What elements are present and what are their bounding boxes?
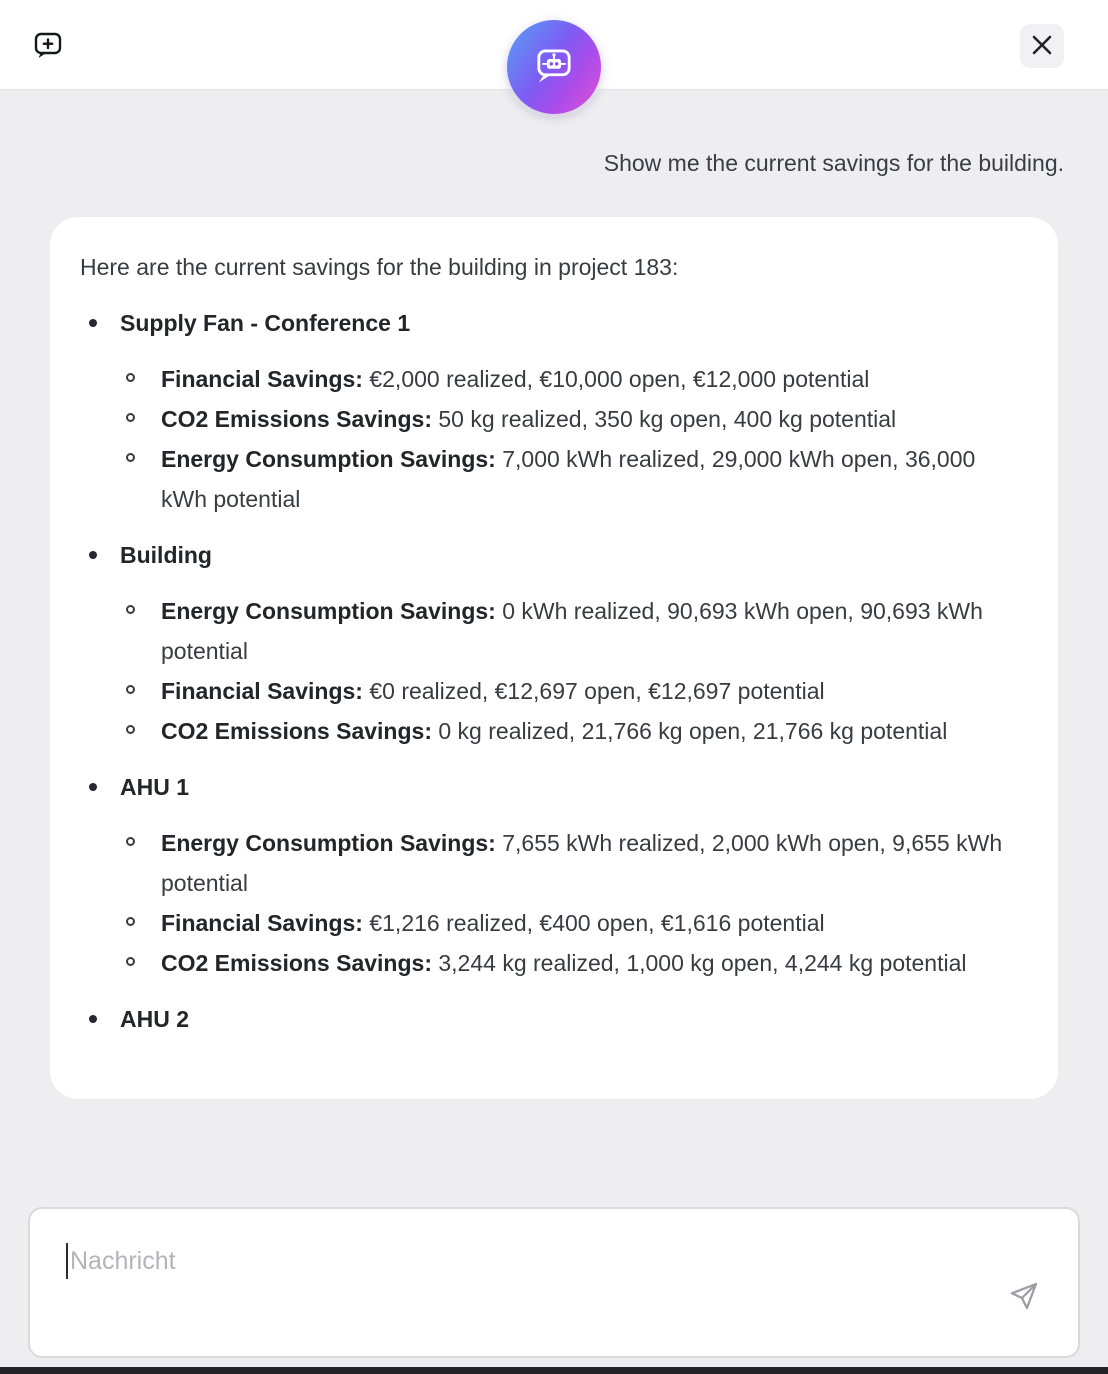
detail-item bbox=[120, 943, 1024, 983]
detail-text: 50 kg realized, 350 kg open, 400 kg potential bbox=[431, 406, 897, 432]
detail-label: Financial Savings: bbox=[161, 366, 363, 392]
message-input[interactable] bbox=[30, 1209, 1078, 1279]
bullet-icon bbox=[89, 783, 97, 791]
assistant-intro: Here are the current savings for the building in project 183: bbox=[80, 254, 679, 280]
circle-bullet-icon bbox=[126, 685, 135, 694]
bullet-icon bbox=[89, 319, 97, 327]
detail-text: 7,655 kWh realized, 2,000 kWh open, 9,655 kWh potential bbox=[161, 830, 1003, 896]
detail-label: CO2 Emissions Savings: bbox=[161, 950, 432, 976]
close-icon bbox=[1029, 32, 1055, 61]
detail-item bbox=[120, 399, 1024, 439]
paper-plane-icon bbox=[1008, 1280, 1040, 1315]
circle-bullet-icon bbox=[126, 957, 135, 966]
detail-text: €0 realized, €12,697 open, €12,697 potential bbox=[362, 678, 825, 704]
circle-bullet-icon bbox=[126, 837, 135, 846]
chat-scroll-area[interactable] bbox=[0, 91, 1108, 1374]
detail-item bbox=[120, 671, 1024, 711]
list-item bbox=[80, 767, 1024, 983]
window-bottom-edge bbox=[0, 1367, 1108, 1374]
circle-bullet-icon bbox=[126, 605, 135, 614]
detail-item bbox=[120, 591, 1024, 671]
chat-bot-icon bbox=[528, 39, 580, 96]
detail-item bbox=[120, 903, 1024, 943]
user-message: Show me the current savings for the building. bbox=[603, 150, 1064, 176]
circle-bullet-icon bbox=[126, 917, 135, 926]
detail-text: 3,244 kg realized, 1,000 kg open, 4,244 kg potential bbox=[431, 950, 967, 976]
savings-list bbox=[80, 303, 1024, 1039]
item-title: AHU 2 bbox=[120, 1006, 190, 1032]
item-title: Supply Fan - Conference 1 bbox=[120, 310, 411, 336]
input-placeholder: Nachricht bbox=[70, 1247, 176, 1275]
detail-text: 0 kWh realized, 90,693 kWh open, 90,693 kWh potential bbox=[161, 598, 983, 664]
detail-list bbox=[120, 359, 1024, 519]
chat-plus-icon bbox=[32, 29, 64, 64]
detail-text: €1,216 realized, €400 open, €1,616 potential bbox=[362, 910, 825, 936]
detail-label: Energy Consumption Savings: bbox=[161, 830, 496, 856]
list-item bbox=[80, 999, 1024, 1039]
list-item bbox=[80, 535, 1024, 751]
close-button[interactable] bbox=[1020, 24, 1064, 68]
detail-label: Energy Consumption Savings: bbox=[161, 598, 496, 624]
detail-item bbox=[120, 359, 1024, 399]
circle-bullet-icon bbox=[126, 453, 135, 462]
assistant-message bbox=[50, 217, 1058, 1099]
circle-bullet-icon bbox=[126, 373, 135, 382]
circle-bullet-icon bbox=[126, 413, 135, 422]
detail-list bbox=[120, 823, 1024, 983]
text-caret bbox=[66, 1243, 68, 1279]
detail-label: CO2 Emissions Savings: bbox=[161, 718, 432, 744]
detail-list bbox=[120, 591, 1024, 751]
detail-text: €2,000 realized, €10,000 open, €12,000 potential bbox=[362, 366, 870, 392]
detail-label: Energy Consumption Savings: bbox=[161, 446, 496, 472]
list-item bbox=[80, 303, 1024, 519]
new-chat-button[interactable] bbox=[30, 28, 66, 64]
send-button[interactable] bbox=[1004, 1277, 1044, 1317]
bullet-icon bbox=[89, 551, 97, 559]
detail-item bbox=[120, 823, 1024, 903]
item-title: AHU 1 bbox=[120, 774, 190, 800]
bullet-icon bbox=[89, 1015, 97, 1023]
item-title: Building bbox=[120, 542, 212, 568]
detail-item bbox=[120, 439, 1024, 519]
detail-label: Financial Savings: bbox=[161, 678, 363, 704]
detail-item bbox=[120, 711, 1024, 751]
assistant-avatar bbox=[507, 20, 601, 114]
message-composer bbox=[28, 1207, 1080, 1358]
detail-text: 7,000 kWh realized, 29,000 kWh open, 36,000 kWh potential bbox=[161, 446, 976, 512]
detail-label: CO2 Emissions Savings: bbox=[161, 406, 432, 432]
detail-text: 0 kg realized, 21,766 kg open, 21,766 kg potential bbox=[431, 718, 948, 744]
detail-label: Financial Savings: bbox=[161, 910, 363, 936]
circle-bullet-icon bbox=[126, 725, 135, 734]
